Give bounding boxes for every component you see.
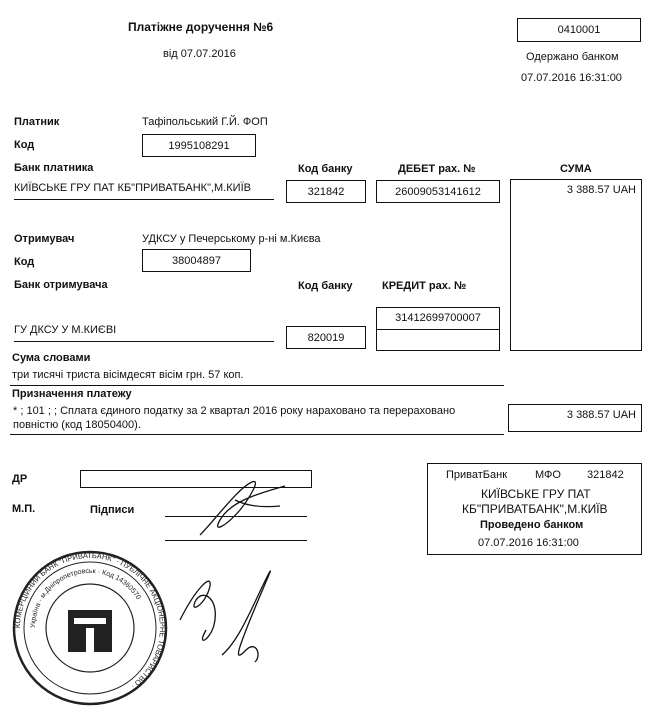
received-datetime: 07.07.2016 16:31:00 — [521, 72, 622, 84]
bank-stamp-bank-word: ПриватБанк — [446, 469, 508, 481]
credit-account: 31412699700007 — [395, 312, 481, 324]
payer-code-label: Код — [14, 139, 35, 151]
purpose-label: Призначення платежу — [12, 388, 132, 400]
sum-words-label: Сума словами — [12, 352, 91, 364]
svg-text:КОМЕРЦІЙНИЙ БАНК "ПРИВАТБАНК": КОМЕРЦІЙНИЙ БАНК "ПРИВАТБАНК" · ПУБЛІЧНЕ АКЦІОНЕРНЕ ТОВАРИСТВО · — [12, 550, 168, 691]
svg-text:Україна · м.Дніпропетровськ ·: Україна · м.Дніпропетровськ · Код 14360570 — [29, 567, 142, 629]
debit-account: 26009053141612 — [395, 185, 481, 198]
recipient-code-label: Код — [14, 256, 35, 268]
recipient-bank-name: ГУ ДКСУ У М.КИЄВІ — [14, 324, 117, 336]
payer-bank-name: КИЇВСЬКЕ ГРУ ПАТ КБ"ПРИВАТБАНК",М.КИЇВ — [14, 182, 251, 194]
recipient-label: Отримувач — [14, 233, 75, 245]
payer-bank-label: Банк платника — [14, 162, 94, 174]
bank-stamp-processed-label: Проведено банком — [480, 519, 584, 531]
purpose-line-1: * ; 101 ; ; Сплата єдиного податку за 2 квартал 2016 року нараховано та перераховано — [13, 405, 456, 417]
bank-stamp-line-2: КБ"ПРИВАТБАНК",М.КИЇВ — [462, 502, 608, 516]
bank-stamp-processed-datetime: 07.07.2016 16:31:00 — [478, 537, 579, 549]
payer-bank-code-label: Код банку — [298, 163, 353, 175]
recipient-bank-code: 820019 — [307, 331, 345, 344]
amount-value: 3 388.57 UAH — [566, 184, 636, 196]
form-code: 0410001 — [557, 24, 601, 36]
purpose-line-2: повністю (код 18050400). — [13, 419, 141, 431]
document-date: від 07.07.2016 — [163, 48, 236, 60]
payer-code: 1995108291 — [168, 139, 230, 152]
purpose-amount: 3 388.57 UAH — [566, 409, 636, 421]
signatures-label: Підписи — [90, 504, 135, 516]
bank-stamp-line-1: КИЇВСЬКЕ ГРУ ПАТ — [481, 487, 591, 501]
recipient-bank-code-label: Код банку — [298, 280, 353, 292]
mp-label: М.П. — [12, 503, 36, 515]
document-title: Платіжне доручення №6 — [128, 20, 274, 34]
sum-words: три тисячі триста вісімдесят вісім грн. 57 коп. — [12, 369, 244, 381]
bank-stamp-mfo-label: МФО — [535, 469, 561, 481]
dr-label: ДР — [12, 473, 28, 485]
debit-label: ДЕБЕТ рах. № — [398, 163, 476, 175]
recipient-bank-label: Банк отримувача — [14, 279, 108, 291]
payer-name: Тафіпольський Г.Й. ФОП — [142, 116, 268, 128]
payer-bank-code: 321842 — [307, 185, 345, 198]
credit-label: КРЕДИТ рах. № — [382, 280, 467, 292]
payer-label: Платник — [14, 116, 60, 128]
bank-stamp-mfo: 321842 — [587, 469, 624, 481]
received-label: Одержано банком — [526, 51, 619, 63]
recipient-name: УДКСУ у Печерському р-ні м.Києва — [142, 233, 321, 245]
bank-seal — [10, 548, 170, 708]
amount-label: СУМА — [560, 163, 592, 175]
recipient-code: 38004897 — [172, 254, 221, 267]
